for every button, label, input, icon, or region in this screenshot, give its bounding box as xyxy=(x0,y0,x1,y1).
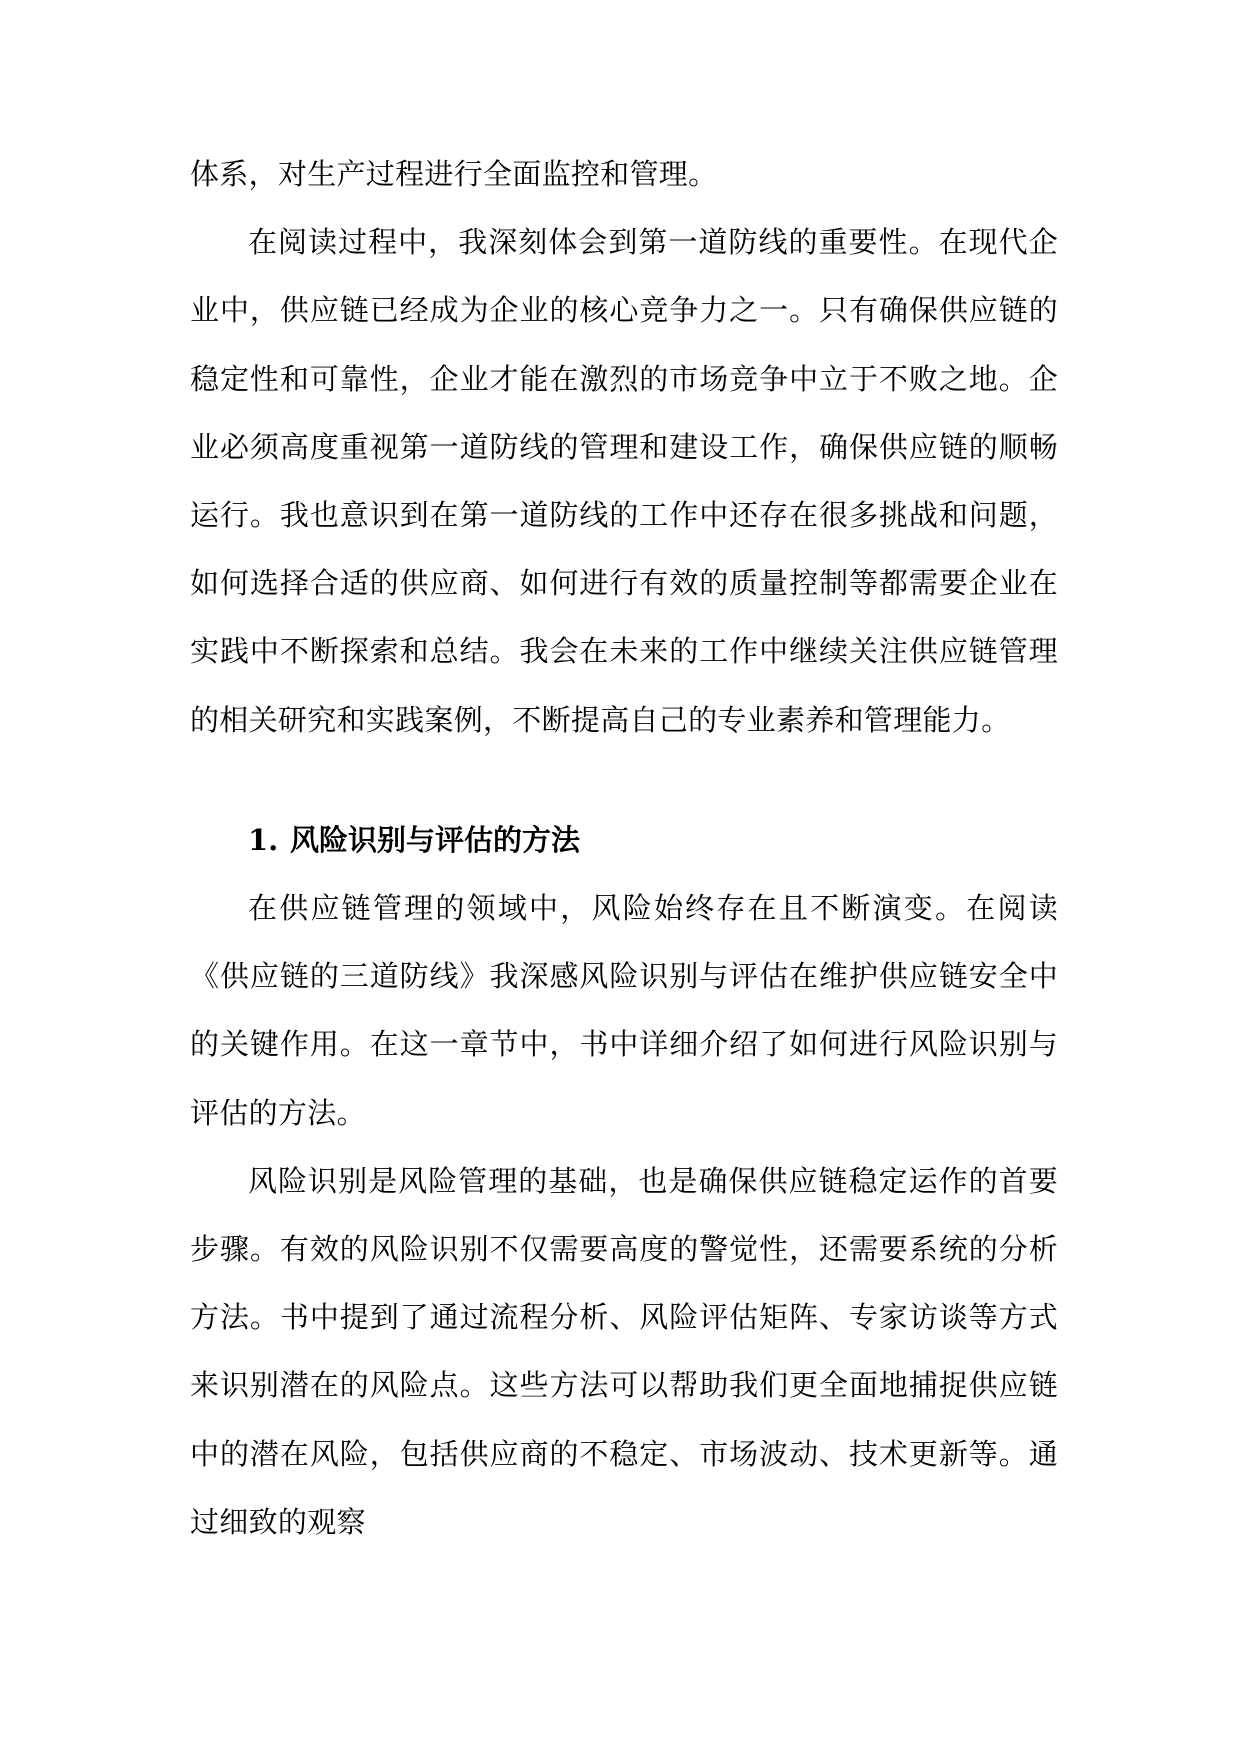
section-heading xyxy=(190,806,1058,874)
section-number: 1. xyxy=(248,822,279,857)
page-content xyxy=(190,140,1058,1556)
paragraph-risk-identification: 风险识别是风险管理的基础，也是确保供应链稳定运作的首要步骤。有效的风险识别不仅需要高度的警觉性，还需要系统的分析方法。书中提到了通过流程分析、风险评估矩阵、专家访谈等方式来识别潜在的风险点。这些方法可以帮助我们更全面地捕捉供应链中的潜在风险，包括供应商的不稳定、市场波动、技术更新等。通过细致的观察 xyxy=(190,1163,1058,1539)
section-spacer xyxy=(190,754,1058,806)
paragraph-risk-intro: 在供应链管理的领域中，风险始终存在且不断演变。在阅读《供应链的三道防线》我深感风险识别与评估在维护供应链安全中的关键作用。在这一章节中，书中详细介绍了如何进行风险识别与评估的方法。 xyxy=(190,891,1058,1130)
paragraph-continuation: 体系，对生产过程进行全面监控和管理。 xyxy=(190,157,718,191)
paragraph-first-line-of-defense: 在阅读过程中，我深刻体会到第一道防线的重要性。在现代企业中，供应链已经成为企业的核心竞争力之一。只有确保供应链的稳定性和可靠性，企业才能在激烈的市场竞争中立于不败之地。企业必须高度重视第一道防线的管理和建设工作，确保供应链的顺畅运行。我也意识到在第一道防线的工作中还存在很多挑战和问题，如何选择合适的供应商、如何进行有效的质量控制等都需要企业在实践中不断探索和总结。我会在未来的工作中继续关注供应链管理的相关研究和实践案例，不断提高自己的专业素养和管理能力。 xyxy=(190,225,1058,737)
section-title: 风险识别与评估的方法 xyxy=(290,822,581,857)
